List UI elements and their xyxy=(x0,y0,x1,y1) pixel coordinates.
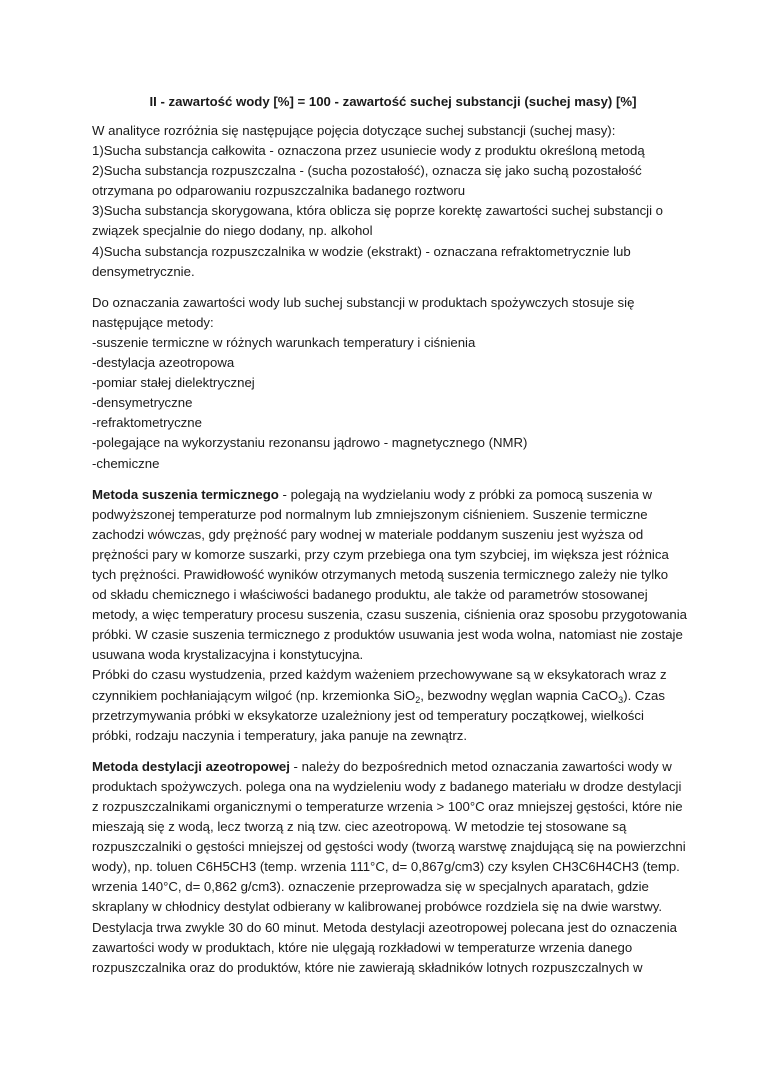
paragraph-text: czynnikiem pochłaniającym wilgoć (np. krzemionka SiO xyxy=(92,687,416,703)
paragraph-line: przetrzymywania próbki w eksykatorze uzależniony jest od temperatury początkowej, wielkości xyxy=(92,707,644,723)
paragraph-line: prężności pary w komorze suszarki, przy czym przebiega ona tym szybciej, im większa jest różnica xyxy=(92,546,669,562)
paragraph-line: podwyższonej temperaturze pod normalnym lub zmniejszonym ciśnieniem. Suszenie termiczne xyxy=(92,506,648,522)
paragraph-line: skraplany w chłodnicy destylat odbierany w kalibrowanej probówce rozdziela się na dwie warstwy. xyxy=(92,899,663,915)
paragraph-line: Do oznaczania zawartości wody lub suchej substancji w produktach spożywczych stosuje się xyxy=(92,294,635,310)
paragraph-line: densymetrycznie. xyxy=(92,263,195,279)
paragraph-line: próbki. W czasie suszenia termicznego z produktów usuwania jest woda wolna, natomiast nie zostaje xyxy=(92,627,683,643)
list-item: -destylacja azeotropowa xyxy=(92,355,235,371)
paragraph-line xyxy=(92,757,690,777)
list-item: -chemiczne xyxy=(92,455,160,471)
paragraph-line: zachodzi wówczas, gdy prężność pary wodnej w materiale poddanym suszeniu jest wyższa od xyxy=(92,526,644,542)
list-item: -pomiar stałej dielektrycznej xyxy=(92,375,255,391)
thermal-drying-section xyxy=(92,485,690,746)
azeotropic-distillation-section xyxy=(92,757,690,978)
paragraph-line xyxy=(92,485,690,505)
subscript: 3 xyxy=(618,694,624,705)
paragraph-line: metody, a więc temperatury procesu suszenia, czasu suszenia, ciśnienia oraz sposobu przygotowania xyxy=(92,607,687,623)
paragraph-line: próbki, rodzaju naczynia i temperatury, jaka panuje na zewnątrz. xyxy=(92,727,468,743)
paragraph-line xyxy=(92,686,690,706)
paragraph-line: tych prężności. Prawidłowość wyników otrzymanych metodą suszenia termicznego zależy nie tylko xyxy=(92,566,669,582)
paragraph-line: rozpuszczalniki o gęstości mniejszej od gęstości wody (tworzą warstwę znajdującą się na powierzchni xyxy=(92,839,686,855)
list-item: -densymetryczne xyxy=(92,395,193,411)
methods-list xyxy=(92,293,690,474)
page-title: II - zawartość wody [%] = 100 - zawartość suchej substancji (suchej masy) [%] xyxy=(149,94,637,109)
paragraph-line: wrzenia 140°C, d= 0,862 g/cm3). oznaczenie przeprowadza się w specjalnych aparatach, gdzie xyxy=(92,879,649,895)
list-item: -polegające na wykorzystaniu rezonansu jądrowo - magnetycznego (NMR) xyxy=(92,435,528,451)
section-heading: Metoda suszenia termicznego xyxy=(92,486,279,502)
paragraph-line: 3)Sucha substancja skorygowana, która oblicza się poprze korektę zawartości suchej substancji o xyxy=(92,203,664,219)
paragraph-text: - polegają na wydzielaniu wody z próbki za pomocą suszenia w xyxy=(278,486,652,502)
paragraph-line: usuwana woda krystalizacyjna i konstytucyjna. xyxy=(92,647,364,663)
section-heading: Metoda destylacji azeotropowej xyxy=(92,758,290,774)
paragraph-line: wody), np. toluen C6H5CH3 (temp. wrzenia 111°C, d= 0,867g/cm3) czy ksylen CH3C6H4CH3 (temp. xyxy=(92,859,680,875)
paragraph-text: , bezwodny węglan wapnia CaCO xyxy=(420,687,619,703)
paragraph-line: z rozpuszczalnikami organicznymi o temperaturze wrzenia > 100°C oraz mniejszej gęstości, które nie xyxy=(92,799,683,814)
paragraph-line: następujące metody: xyxy=(92,314,214,330)
subscript: 2 xyxy=(415,694,421,705)
list-item: -refraktometryczne xyxy=(92,415,202,431)
paragraph-line: 1)Sucha substancja całkowita - oznaczona przez usuniecie wody z produktu określoną metodą xyxy=(92,143,645,159)
paragraph-line: od składu chemicznego i właściwości badanego produktu, ale także od parametrów stosowanej xyxy=(92,587,648,603)
paragraph-line: produktach spożywczych. polega ona na wydzieleniu wody z badanego materiału w drodze destylacji xyxy=(92,778,682,794)
paragraph-text: ). Czas xyxy=(623,687,665,703)
paragraph-line: W analityce rozróżnia się następujące pojęcia dotyczące suchej substancji (suchej masy): xyxy=(92,123,616,138)
dry-matter-definitions xyxy=(92,121,690,282)
list-item: -suszenie termiczne w różnych warunkach temperatury i ciśnienia xyxy=(92,334,476,350)
paragraph-line: związek specjalnie do niego dodany, np. alkohol xyxy=(92,223,373,239)
paragraph-line: 2)Sucha substancja rozpuszczalna - (sucha pozostałość), oznacza się jako suchą pozostałość xyxy=(92,163,642,179)
paragraph-line: otrzymana po odparowaniu rozpuszczalnika badanego roztworu xyxy=(92,183,466,199)
paragraph-line: 4)Sucha substancja rozpuszczalnika w wodzie (ekstrakt) - oznaczana refraktometrycznie lub xyxy=(92,243,631,259)
paragraph-line: rozpuszczalnika oraz do produktów, które nie zawierają składników lotnych rozpuszczalnych w xyxy=(92,959,643,975)
paragraph-text: - należy do bezpośrednich metod oznaczania zawartości wody w xyxy=(289,758,672,774)
paragraph-line: Destylacja trwa zwykle 30 do 60 minut. Metoda destylacji azeotropowej polecana jest do oznaczenia xyxy=(92,919,677,935)
paragraph-line: Próbki do czasu wystudzenia, przed każdym ważeniem przechowywane są w eksykatorach wraz z xyxy=(92,667,667,683)
paragraph-line: zawartości wody w produktach, które nie ulęgają rozkładowi w temperaturze wrzenia danego xyxy=(92,939,633,955)
paragraph-line: mieszają się z wodą, lecz tworzą z nią tzw. ciec azeotropową. W metodzie tej stosowane są xyxy=(92,819,627,835)
